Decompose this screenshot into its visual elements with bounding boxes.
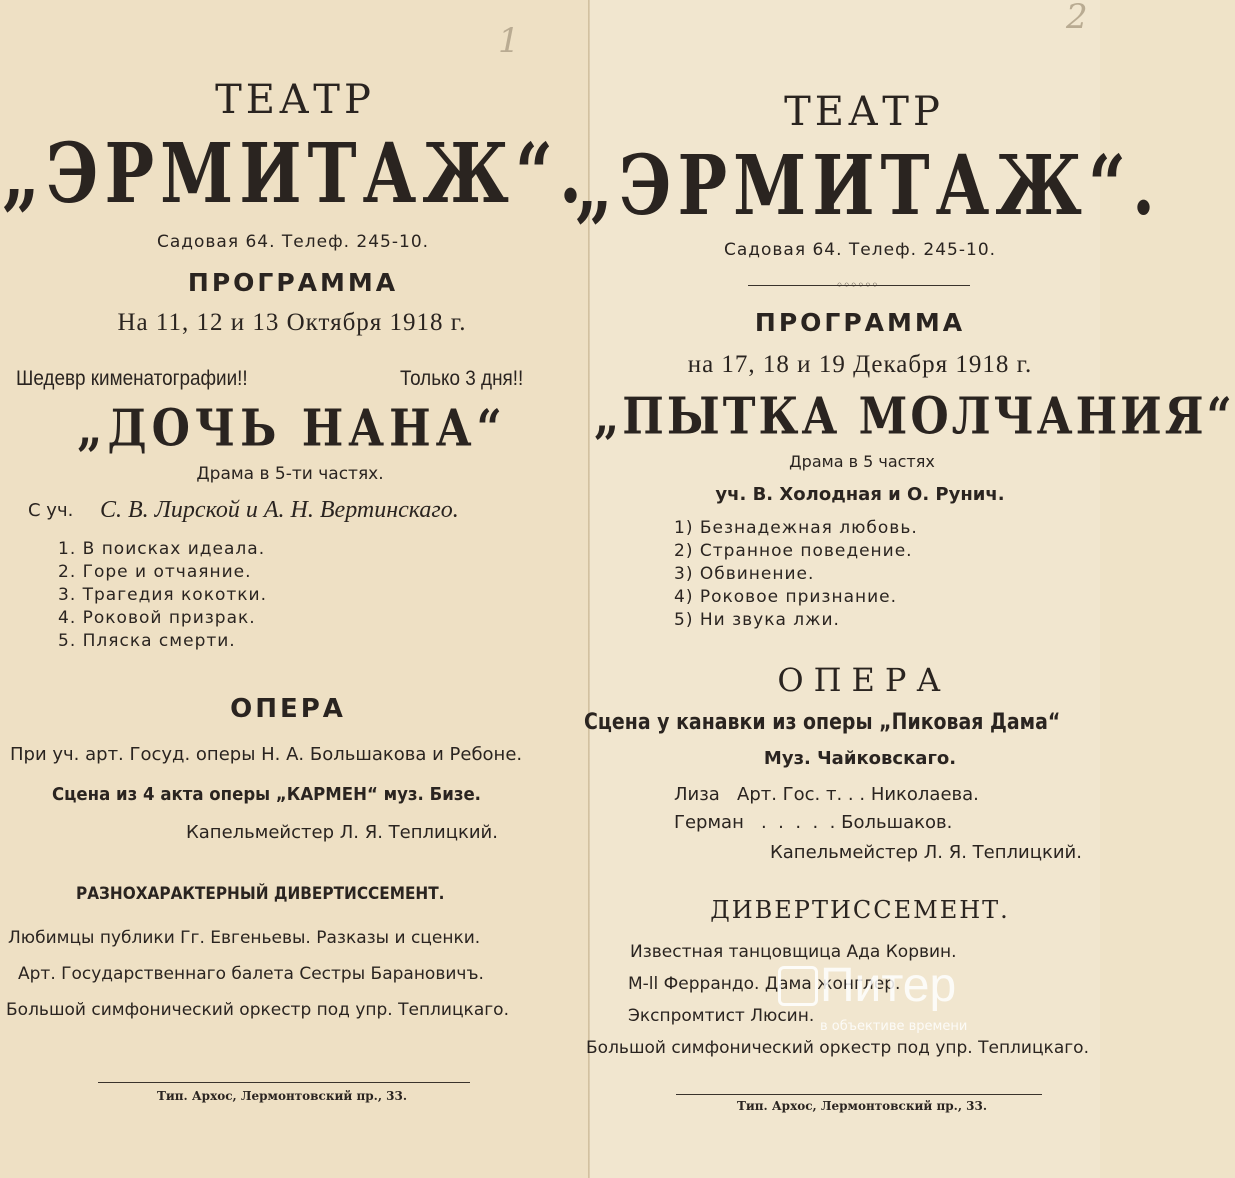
divert-line: Большой симфонический оркестр под упр. Теплицкаго. [586,1038,1089,1058]
cast-names: С. В. Лирской и А. Н. Вертинскаго. [100,497,459,523]
divert-line: М-ll Феррандо. Дама жонглер. [628,974,901,994]
divert-line: Экспромтист Люсин. [628,1006,815,1026]
watermark-caption: в объективе времени [820,1019,968,1034]
cast: уч. В. Холодная и О. Рунич. [715,484,1005,505]
role-line: Лиза Арт. Гос. т. . . Николаева. [674,784,979,805]
list-item: 5) Ни звука лжи. [674,610,840,630]
divert-line: Арт. Государственнаго балета Сестры Барановичъ. [18,964,484,984]
theatre-label: ТЕАТР [784,89,944,135]
role-line: Герман . . . . . Большаков. [674,812,953,833]
list-item: 4) Роковое признание. [674,587,898,607]
printer-imprint: Тип. Архос, Лермонтовский пр., 33. [736,1099,988,1113]
list-item: 2. Горе и отчаяние. [58,562,252,582]
film-subtitle: Драма в 5-ти частях. [196,464,384,484]
list-item: 5. Пляска смерти. [58,631,236,651]
watermark-brand: Питер [820,959,957,1012]
theatre-label: ТЕАТР [215,77,375,123]
list-item: 4. Роковой призрак. [58,608,256,628]
list-item: 3. Трагедия кокотки. [58,585,268,605]
composer: Муз. Чайковскаго. [763,748,957,769]
tagline-right: Только 3 дня!! [400,367,524,390]
theatre-name: „ЭРМИТАЖ“. [575,136,1161,234]
divert-heading: ДИВЕРТИССЕМЕНТ. [710,896,1010,924]
dates: на 17, 18 и 19 Декабря 1918 г. [687,351,1033,378]
film-title: „ПЫТКА МОЛЧАНИЯ“ [594,387,1235,447]
footer-rule [676,1094,1042,1095]
opera-scene: Сцена из 4 акта оперы „КАРМЕН“ муз. Бизе. [52,784,481,805]
opera-cast: При уч. арт. Госуд. оперы Н. А. Большакова и Ребоне. [10,744,523,765]
cast-prefix: С уч. [28,500,74,521]
conductor: Капельмейстер Л. Я. Теплицкий. [186,822,498,843]
list-item: 1. В поисках идеала. [58,539,266,559]
page-number: 1 [498,21,520,61]
divert-heading: РАЗНОХАРАКТЕРНЫЙ ДИВЕРТИССЕМЕНТ. [76,884,445,904]
program-page-left [0,0,590,1178]
film-subtitle: Драма в 5 частях [789,452,935,471]
address: Садовая 64. Телеф. 245-10. [723,240,997,260]
opera-scene: Сцена у канавки из оперы „Пиковая Дама“ [584,710,1061,735]
program-page-right [575,0,1235,1178]
film-title: „ДОЧЬ НАНА“ [77,399,507,459]
opera-heading: ОПЕРА [230,694,346,724]
divert-line: Известная танцовщица Ада Корвин. [630,942,957,962]
theatre-name: „ЭРМИТАЖ“. [2,124,588,222]
page-number: 2 [1066,0,1088,37]
footer-rule [98,1082,470,1083]
divert-line: Большой симфонический оркестр под упр. Теплицкаго. [6,1000,509,1020]
dates: На 11, 12 и 13 Октября 1918 г. [117,309,467,336]
watermark [778,959,1018,1042]
list-item: 2) Странное поведение. [674,541,913,561]
program-label: ПРОГРАММА [754,308,966,337]
ornament: ◦◦◦◦◦◦ [836,278,879,292]
tagline-left: Шедевр кименатографии!! [16,367,248,390]
opera-heading: ОПЕРА [777,661,951,699]
conductor: Капельмейстер Л. Я. Теплицкий. [770,842,1082,863]
program-label: ПРОГРАММА [187,268,399,297]
list-item: 3) Обвинение. [674,564,815,584]
printer-imprint: Тип. Архос, Лермонтовский пр., 33. [156,1089,408,1103]
divert-line: Любимцы публики Гг. Евгеньевы. Разказы и сценки. [8,928,481,948]
address: Садовая 64. Телеф. 245-10. [156,232,430,252]
list-item: 1) Безнадежная любовь. [674,518,918,538]
logo-icon [778,966,818,1006]
